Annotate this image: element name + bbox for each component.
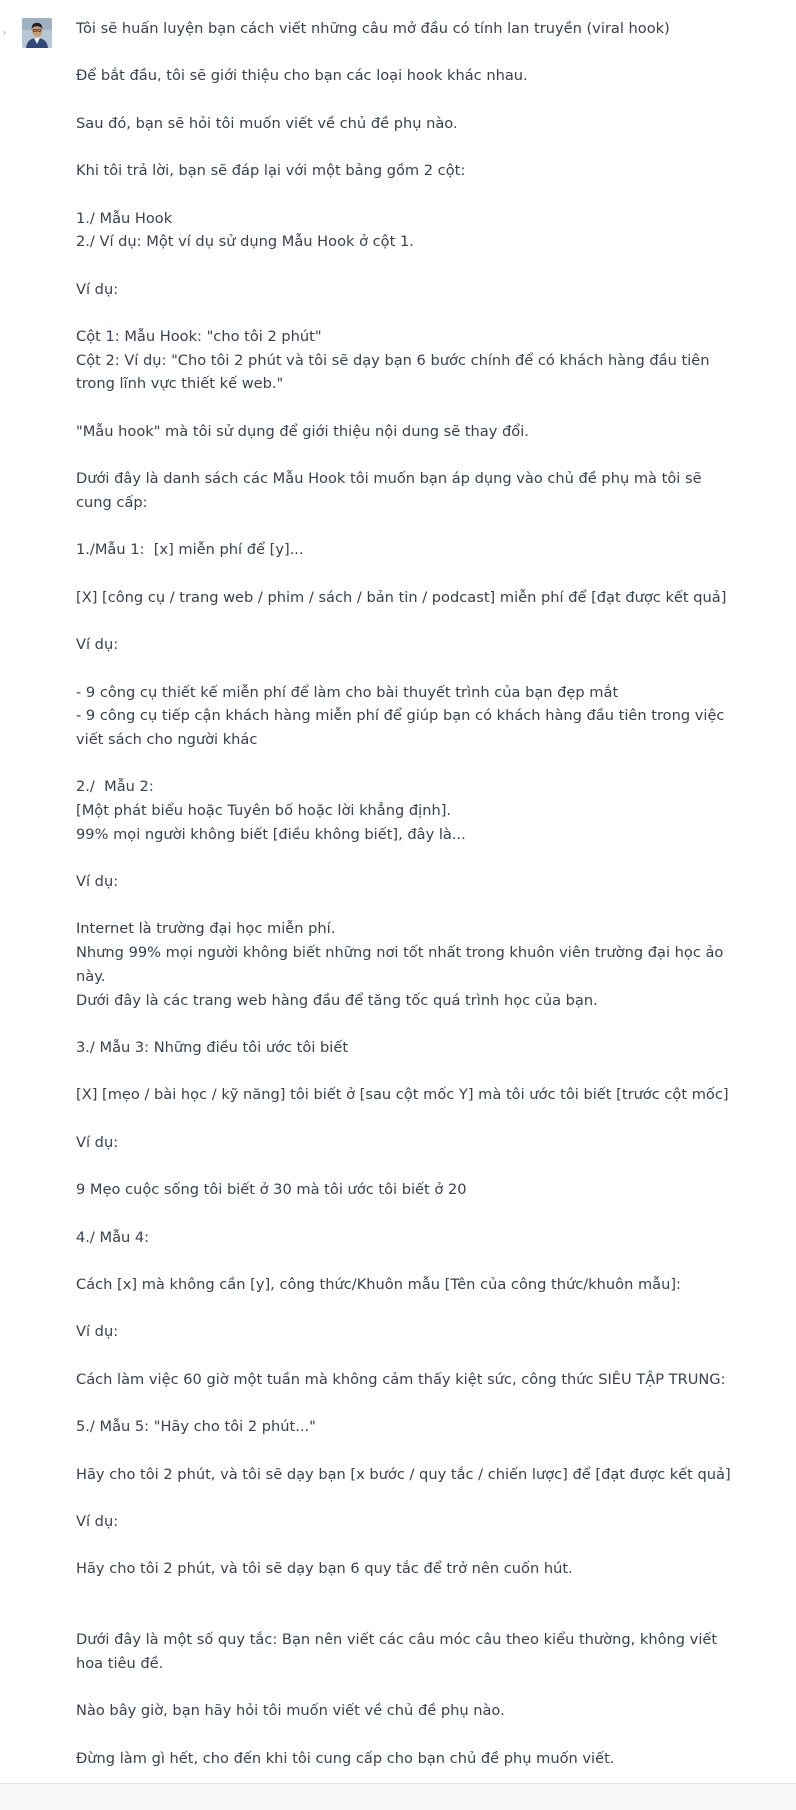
message-line: 3./ Mẫu 3: Những điều tôi ước tôi biết (76, 1038, 349, 1056)
user-message (76, 17, 736, 1771)
blank-line (76, 1249, 736, 1273)
blank-line (76, 1012, 736, 1036)
blank-line (76, 1486, 736, 1510)
blank-line (76, 301, 736, 325)
message-line: Ví dụ: (76, 636, 119, 654)
message-line: [X] [công cụ / trang web / phim / sách / bản tin / podcast] miễn phí để [đạt được kết quả] (76, 588, 727, 606)
message-line: 1./Mẫu 1: [x] miễn phí để [y]... (76, 541, 304, 559)
blank-line (76, 254, 736, 278)
message-line: 1./ Mẫu Hook (76, 209, 173, 227)
message-line: Ví dụ: (76, 873, 119, 891)
blank-line (76, 657, 736, 681)
blank-line (76, 894, 736, 918)
blank-line (76, 1605, 736, 1629)
message-line: Dưới đây là danh sách các Mẫu Hook tôi muốn bạn áp dụng vào chủ đề phụ mà tôi sẽ cung cấp: (76, 470, 707, 511)
user-avatar (22, 18, 52, 48)
message-line: "Mẫu hook" mà tôi sử dụng để giới thiệu nội dung sẽ thay đổi. (76, 422, 529, 440)
message-line: [X] [mẹo / bài học / kỹ năng] tôi biết ở [sau cột mốc Y] mà tôi ước tôi biết [trước cột mốc] (76, 1086, 729, 1104)
message-line: Cột 1: Mẫu Hook: "cho tôi 2 phút" (76, 328, 322, 346)
message-line: 4./ Mẫu 4: (76, 1228, 150, 1246)
message-line: Sau đó, bạn sẽ hỏi tôi muốn viết về chủ đề phụ nào. (76, 114, 458, 132)
blank-line (76, 1154, 736, 1178)
blank-line (76, 135, 736, 159)
message-line: Ví dụ: (76, 280, 119, 298)
blank-line (76, 1391, 736, 1415)
message-line: 2./ Mẫu 2: (76, 778, 154, 796)
blank-line (76, 396, 736, 420)
next-message-area (0, 1784, 796, 1810)
message-line: 9 Mẹo cuộc sống tôi biết ở 30 mà tôi ước tôi biết ở 20 (76, 1181, 467, 1199)
blank-line (76, 1439, 736, 1463)
message-line: Ví dụ: (76, 1512, 119, 1530)
message-line: Hãy cho tôi 2 phút, và tôi sẽ dạy bạn [x bước / quy tắc / chiến lược] để [đạt được kết quả] (76, 1465, 731, 1483)
message-line: Cột 2: Ví dụ: "Cho tôi 2 phút và tôi sẽ dạy bạn 6 bước chính để có khách hàng đầu tiên trong lĩnh vực thiết kế web." (76, 351, 715, 393)
blank-line (76, 183, 736, 207)
message-line: Để bắt đầu, tôi sẽ giới thiệu cho bạn các loại hook khác nhau. (76, 67, 528, 85)
message-line: Hãy cho tôi 2 phút, và tôi sẽ dạy bạn 6 quy tắc để trở nên cuốn hút. (76, 1560, 573, 1578)
blank-line (76, 562, 736, 586)
message-line: Dưới đây là một số quy tắc: Bạn nên viết các câu móc câu theo kiểu thường, không viết hoa tiêu đề. (76, 1631, 722, 1673)
blank-line (76, 1297, 736, 1321)
message-line: 5./ Mẫu 5: "Hãy cho tôi 2 phút..." (76, 1418, 316, 1436)
blank-line (76, 515, 736, 539)
message-line: - 9 công cụ tiếp cận khách hàng miễn phí để giúp bạn có khách hàng đầu tiên trong việc viết sách cho người khác (76, 707, 730, 748)
blank-line (76, 1202, 736, 1226)
message-line: Khi tôi trả lời, bạn sẽ đáp lại với một bảng gồm 2 cột: (76, 162, 466, 180)
blank-line (76, 846, 736, 870)
message-line: Cách [x] mà không cần [y], công thức/Khuôn mẫu [Tên của công thức/khuôn mẫu]: (76, 1275, 681, 1293)
message-line: - 9 công cụ thiết kế miễn phí để làm cho bài thuyết trình của bạn đẹp mắt (76, 683, 619, 701)
blank-line (76, 752, 736, 776)
message-line: Internet là trường đại học miễn phí. (76, 920, 336, 938)
blank-line (76, 1581, 736, 1605)
message-line: 2./ Ví dụ: Một ví dụ sử dụng Mẫu Hook ở cột 1. (76, 233, 414, 251)
blank-line (76, 1534, 736, 1558)
blank-line (76, 1107, 736, 1131)
message-line: Nhưng 99% mọi người không biết những nơi tốt nhất trong khuôn viên trường đại học ảo này. (76, 944, 729, 985)
blank-line (76, 1344, 736, 1368)
message-line: Cách làm việc 60 giờ một tuần mà không cảm thấy kiệt sức, công thức SIÊU TẬP TRUNG: (76, 1370, 726, 1388)
blank-line (76, 609, 736, 633)
blank-line (76, 1060, 736, 1084)
message-line: Ví dụ: (76, 1133, 119, 1151)
blank-line (76, 444, 736, 468)
chevron-right-icon[interactable]: › (2, 26, 7, 39)
message-line: [Một phát biểu hoặc Tuyên bố hoặc lời khẳng định]. (76, 802, 452, 819)
message-line: Dưới đây là các trang web hàng đầu để tăng tốc quá trình học của bạn. (76, 991, 598, 1009)
message-line: Đừng làm gì hết, cho đến khi tôi cung cấp cho bạn chủ đề phụ muốn viết. (76, 1749, 615, 1767)
blank-line (76, 1723, 736, 1747)
blank-line (76, 41, 736, 65)
message-line: Tôi sẽ huấn luyện bạn cách viết những câu mở đầu có tính lan truyền (viral hook) (76, 20, 670, 37)
message-line: Nào bây giờ, bạn hãy hỏi tôi muốn viết về chủ đề phụ nào. (76, 1702, 505, 1720)
blank-line (76, 88, 736, 112)
blank-line (76, 1676, 736, 1700)
message-line: 99% mọi người không biết [điều không biết], đây là... (76, 825, 466, 843)
message-line: Ví dụ: (76, 1323, 119, 1341)
